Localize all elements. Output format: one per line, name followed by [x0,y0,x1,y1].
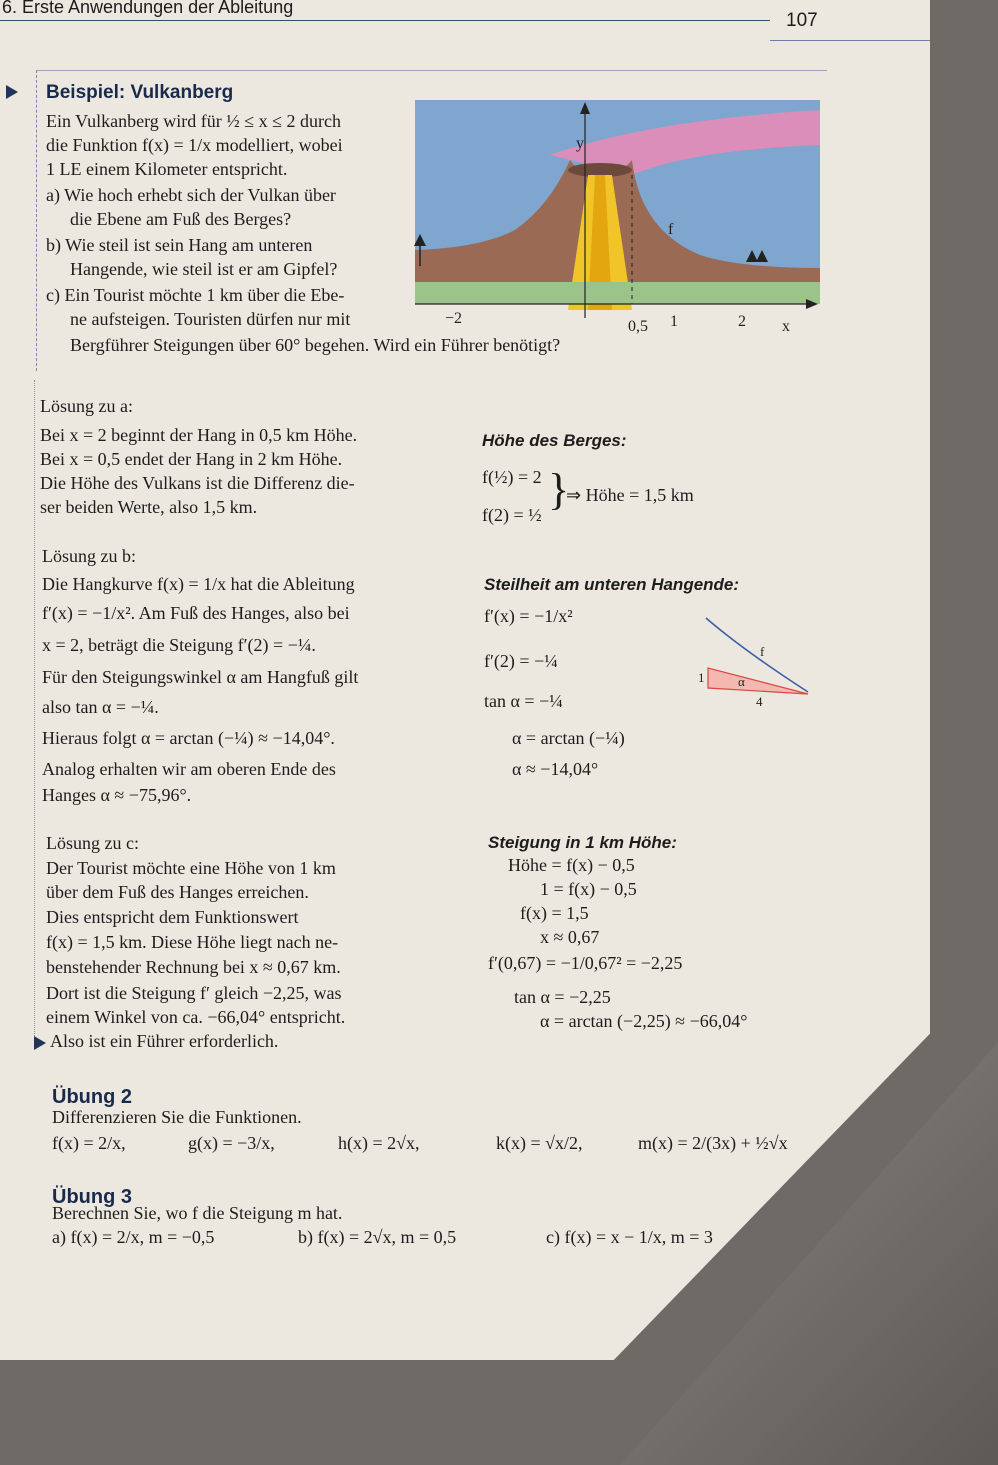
tick-2: 2 [738,313,746,330]
exercise-3-item-c: c) f(x) = x − 1/x, m = 3 [546,1227,713,1247]
exercise-2-item-m: m(x) = 2/(3x) + ½√x [638,1133,788,1153]
task-a-2: die Ebene am Fuß des Berges? [70,209,292,229]
solution-b-side-5: α ≈ −14,04° [512,759,599,779]
solution-c-side-6: tan α = −2,25 [514,987,611,1007]
solution-c-conclusion: Also ist ein Führer erforderlich. [50,1031,279,1051]
solution-b-side-title: Steilheit am unteren Hangende: [484,575,740,594]
example-intro-2: die Funktion f(x) = 1/x modelliert, wobei [46,135,343,155]
solution-a-side-title: Höhe des Berges: [482,431,627,450]
triangle-alpha-label: α [738,674,745,689]
triangle-four-label: 4 [756,694,763,709]
solution-a-line-3: Die Höhe des Vulkans ist die Differenz die- [40,473,355,493]
example-marker-icon [6,85,18,99]
task-a-1: a) Wie hoch erhebt sich der Vulkan über [46,185,336,205]
ground-strip [415,282,820,304]
solution-b-side-4: α = arctan (−¼) [512,728,625,748]
exercise-3-title: Übung 3 [52,1186,132,1208]
solution-a-line-1: Bei x = 2 beginnt der Hang in 0,5 km Höhe. [40,425,358,445]
header-rule [0,20,770,21]
example-intro-3: 1 LE einem Kilometer entspricht. [46,159,288,179]
solution-c-line-5: benstehender Rechnung bei x ≈ 0,67 km. [46,957,341,977]
slope-triangle [708,668,808,694]
solution-c-line-7: einem Winkel von ca. −66,04° entspricht. [46,1007,346,1027]
solution-c-title: Lösung zu c: [46,833,139,853]
solution-b-side-3: tan α = −¼ [484,691,563,711]
solution-b-side-1: f′(x) = −1/x² [484,606,573,626]
volcano-figure [400,90,820,335]
solution-a-title: Lösung zu a: [40,396,133,416]
task-b-2: Hangende, wie steil ist er am Gipfel? [70,259,338,279]
exercise-3-instruction: Berechnen Sie, wo f die Steigung m hat. [52,1203,343,1223]
solution-b-line-3: x = 2, beträgt die Steigung f′(2) = −¼. [42,635,316,655]
solution-b-line-6: Hieraus folgt α = arctan (−¼) ≈ −14,04°. [42,728,335,748]
solution-b-line-4: Für den Steigungswinkel α am Hangfuß gilt [42,667,359,687]
slope-triangle-figure [698,610,818,710]
chapter-header: 6. Erste Anwendungen der Ableitung [2,0,294,17]
solution-b-line-7: Analog erhalten wir am oberen Ende des [42,759,336,779]
task-b-1: b) Wie steil ist sein Hang am unteren [46,235,313,255]
tick-0-5: 0,5 [628,318,648,335]
solution-b-line-8: Hanges α ≈ −75,96°. [42,785,192,805]
solution-c-line-2: über dem Fuß des Hanges erreichen. [46,882,309,902]
solution-b-line-2: f′(x) = −1/x². Am Fuß des Hanges, also bei [42,603,350,623]
solution-c-side-4: x ≈ 0,67 [540,927,600,947]
conclusion-marker-icon [34,1036,46,1050]
example-title: Beispiel: Vulkanberg [46,82,234,103]
f-curve-label: f [668,221,674,238]
solution-c-line-1: Der Tourist möchte eine Höhe von 1 km [46,858,336,878]
exercise-2-item-f: f(x) = 2/x, [52,1133,126,1153]
exercise-3-item-b: b) f(x) = 2√x, m = 0,5 [298,1227,457,1247]
exercise-2-item-h: h(x) = 2√x, [338,1133,420,1153]
solution-a-side-eq2: f(2) = ½ [482,505,542,525]
solution-c-side-1: Höhe = f(x) − 0,5 [508,855,635,875]
page-number: 107 [786,10,818,31]
crater [568,163,632,177]
exercise-2-instruction: Differenzieren Sie die Funktionen. [52,1107,302,1127]
solution-a-line-4: ser beiden Werte, also 1,5 km. [40,497,258,517]
solution-c-line-6: Dort ist die Steigung f′ gleich −2,25, was [46,983,342,1003]
solution-c-line-3: Dies entspricht dem Funktionswert [46,907,299,927]
exercise-2-item-k: k(x) = √x/2, [496,1133,583,1153]
solution-b-line-5: also tan α = −¼. [42,697,159,717]
solution-c-side-5: f′(0,67) = −1/0,67² = −2,25 [488,953,683,973]
task-c-2: ne aufsteigen. Touristen dürfen nur mit [70,309,351,329]
brace-icon: } [548,465,570,514]
tick-minus-2: −2 [445,310,463,327]
example-intro-1: Ein Vulkanberg wird für ½ ≤ x ≤ 2 durch [46,111,341,131]
exercise-2-item-g: g(x) = −3/x, [188,1133,275,1153]
solution-dotted-rule [34,380,35,1040]
exercise-3-item-a: a) f(x) = 2/x, m = −0,5 [52,1227,215,1247]
x-axis-label: x [782,318,790,335]
solution-a-line-2: Bei x = 0,5 endet der Hang in 2 km Höhe. [40,449,343,469]
triangle-f-label: f [760,644,765,659]
solution-b-title: Lösung zu b: [42,546,136,566]
y-axis-label: y [576,135,584,152]
solution-c-side-3: f(x) = 1,5 [520,903,589,923]
solution-a-side-eq1: f(½) = 2 [482,467,542,487]
triangle-one-label: 1 [698,670,705,685]
solution-c-line-4: f(x) = 1,5 km. Diese Höhe liegt nach ne- [46,932,339,952]
solution-c-side-2: 1 = f(x) − 0,5 [540,879,637,899]
page-number-rule [770,40,930,41]
solution-a-side-result: ⇒ Höhe = 1,5 km [566,485,694,505]
task-c-1: c) Ein Tourist möchte 1 km über die Ebe- [46,285,345,305]
tick-1: 1 [670,313,678,330]
solution-b-line-1: Die Hangkurve f(x) = 1/x hat die Ableitung [42,574,355,594]
task-c-3: Bergführer Steigungen über 60° begehen. Wird ein Führer benötigt? [70,335,561,355]
exercise-2-title: Übung 2 [52,1086,132,1108]
solution-b-side-2: f′(2) = −¼ [484,651,558,671]
solution-c-side-7: α = arctan (−2,25) ≈ −66,04° [540,1011,748,1031]
solution-c-side-title: Steigung in 1 km Höhe: [488,833,677,852]
